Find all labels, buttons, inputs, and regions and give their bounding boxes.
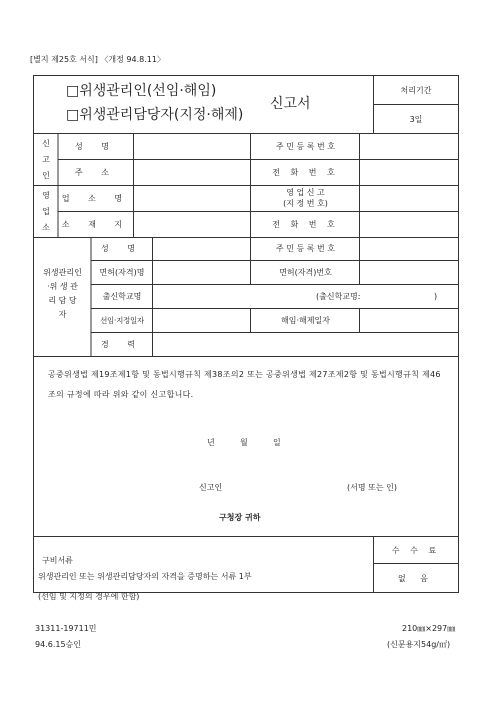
documents-line-1: 위생관리인 또는 위생관리담당자의 자격을 증명하는 서류 1부: [38, 572, 252, 581]
applicant-section-char-2: 고: [42, 155, 50, 164]
applicant-address-field: [134, 160, 250, 185]
business-name-label: 업 소 명: [61, 194, 131, 203]
title-report: 신고서: [270, 96, 311, 112]
manager-resident-no-field: [360, 238, 458, 260]
manager-career-field: [153, 333, 458, 356]
manager-license-no-field: [360, 261, 458, 284]
processing-period-value: 3일: [409, 115, 423, 124]
signature-label: 신고인: [199, 483, 223, 492]
addressee: 구청장 귀하: [219, 513, 261, 522]
business-license-label-2: (지 정 번 호): [283, 199, 328, 208]
fee-value: 없 음: [398, 574, 434, 583]
applicant-resident-no-field: [360, 134, 458, 159]
date-month-label: 월: [240, 438, 248, 447]
manager-dismiss-date-field: [360, 309, 458, 332]
manager-appoint-date-label: 선임·지정일자: [100, 316, 144, 325]
manager-school-close: ): [434, 292, 438, 301]
applicant-phone-field: [360, 160, 458, 185]
manager-school-note: (출신학교명:: [316, 292, 361, 301]
documents-line-2: (선임 및 지정의 경우에 한함): [38, 592, 140, 601]
footer-approval-date: 94.6.15승인: [35, 640, 81, 649]
manager-section-line-2: ·위 생 관: [47, 282, 78, 291]
footer-paper-type: (신문용지54g/㎡): [387, 640, 451, 649]
applicant-name-label: 성 명: [75, 142, 117, 151]
business-phone-field: [360, 212, 458, 237]
footer-paper-size: 210㎜×297㎜: [402, 624, 456, 633]
manager-dismiss-date-label: 해임·해제일자: [281, 316, 330, 325]
form-header: [별지 제25호 서식] 〈개정 94.8.11〉: [30, 55, 165, 64]
date-year-label: 년: [207, 438, 215, 447]
business-section-char-3: 소: [42, 223, 50, 232]
applicant-resident-no-label: 주 민 등 록 번 호: [275, 142, 336, 151]
manager-section-line-3: 리 담 당: [48, 296, 77, 305]
manager-license-label: 면허(자격)명: [99, 268, 145, 277]
business-location-field: [134, 212, 250, 237]
manager-section-line-1: 위생관리인: [43, 268, 82, 277]
manager-resident-no-label: 주 민 등 록 번 호: [275, 244, 336, 253]
manager-school-field: [153, 285, 313, 308]
business-license-field: [360, 186, 458, 211]
business-section-char-1: 영: [42, 191, 50, 200]
processing-period-label: 처리기간: [400, 86, 432, 95]
fee-label: 수 수 료: [391, 546, 441, 555]
applicant-section-char-3: 인: [42, 171, 50, 180]
date-day-label: 일: [273, 438, 281, 447]
manager-license-field: [153, 261, 250, 284]
signature-note: (서명 또는 인): [347, 483, 397, 492]
manager-name-label: 성 명: [101, 244, 143, 253]
manager-license-no-label: 면허(자격)번호: [279, 268, 332, 277]
applicant-name-field: [134, 134, 250, 159]
title-line-2: □위생관리담당자(지정·해제): [66, 107, 244, 123]
applicant-section-char-1: 신: [42, 139, 50, 148]
applicant-address-label: 주 소: [75, 168, 117, 177]
manager-school-label: 출신학교명: [102, 292, 142, 301]
business-phone-label: 전 화 번 호: [272, 220, 339, 229]
manager-appoint-date-field: [153, 309, 250, 332]
business-location-label: 소 재 지: [61, 220, 131, 229]
manager-career-label: 경 력: [101, 340, 143, 349]
business-name-field: [134, 186, 250, 211]
documents-title: 구비서류: [42, 556, 73, 565]
business-section-char-2: 업: [42, 207, 50, 216]
footer-form-code: 31311-19711민: [35, 624, 97, 633]
manager-name-field: [153, 238, 250, 260]
business-license-label-1: 영 업 신 고: [286, 188, 325, 197]
manager-section-line-4: 자: [58, 310, 67, 319]
applicant-phone-label: 전 화 번 호: [272, 168, 339, 177]
statement-text: 공중위생법 제19조제1항 및 동법시행규칙 제38조의2 또는 공중위생법 제27조제2항 및 동법시행규칙 제46조의 규정에 따라 위와 같이 신고합니다.: [48, 370, 441, 399]
title-line-1: □위생관리인(선임·해임): [66, 83, 217, 99]
